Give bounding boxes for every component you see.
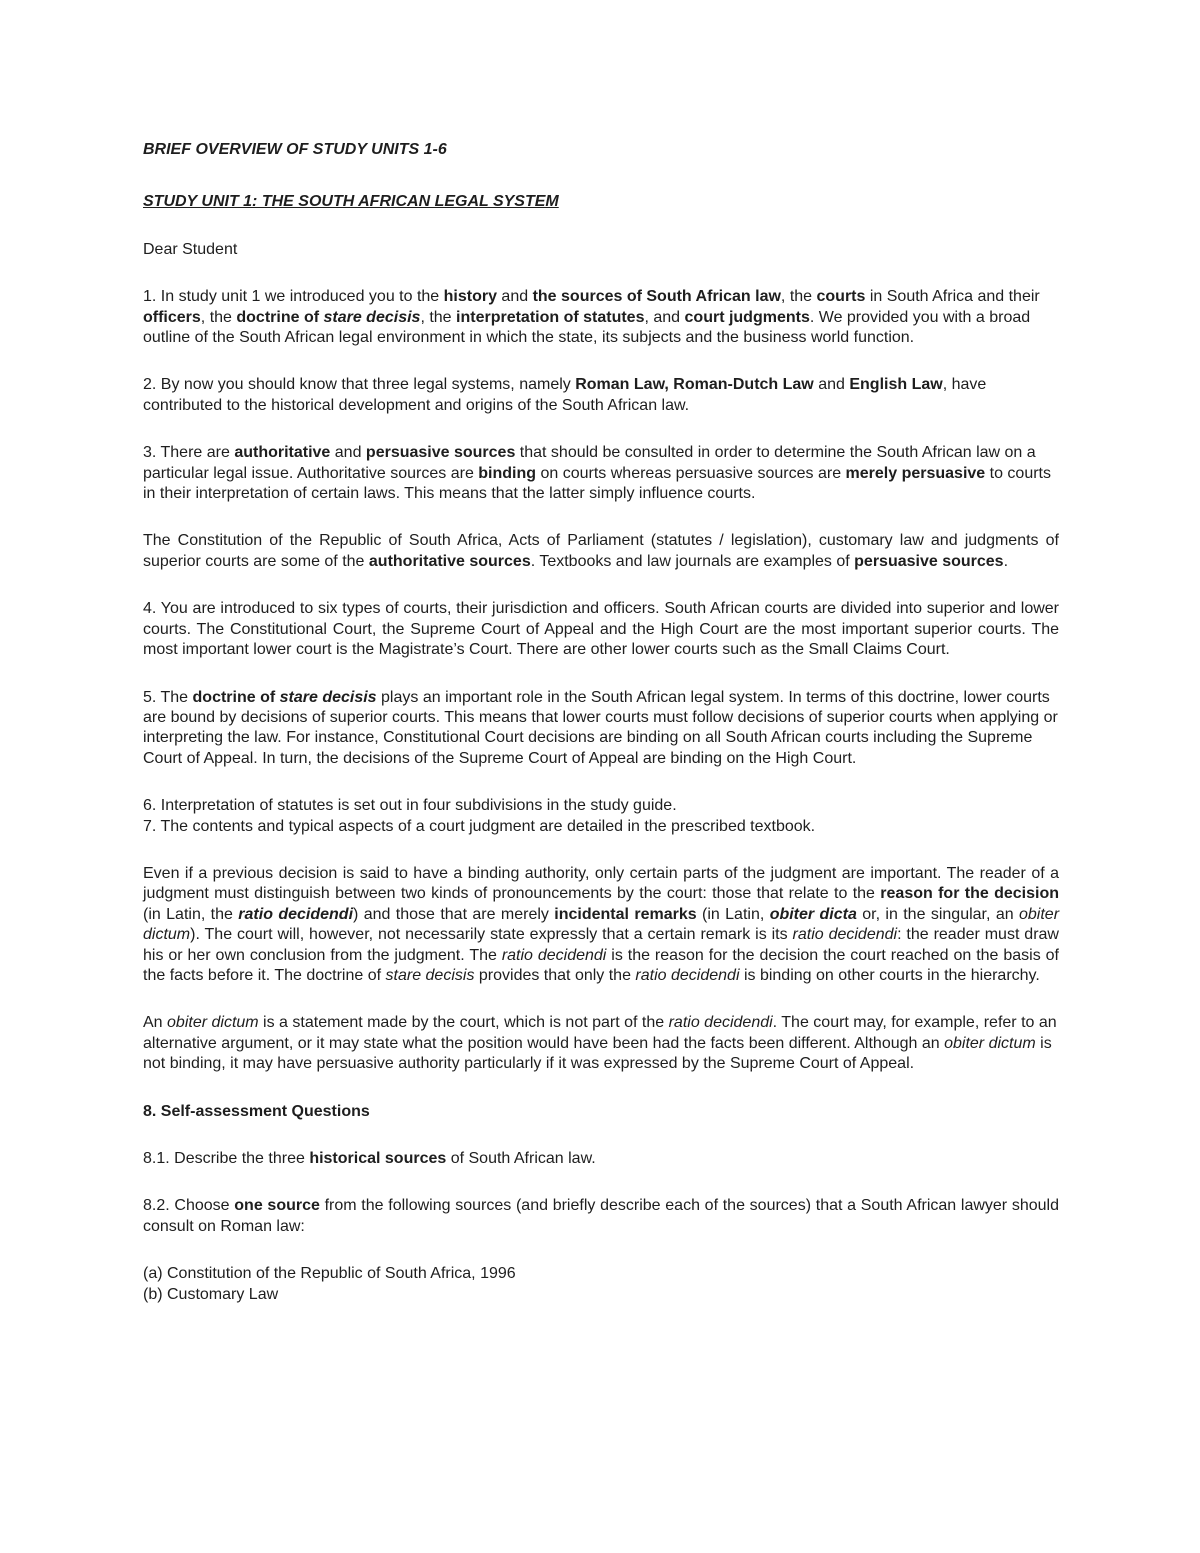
self-assessment-heading: 8. Self-assessment Questions: [143, 1102, 370, 1120]
paragraph-4: 4. You are introduced to six types of courts, their jurisdiction and officers. South African courts are divided into superior and lower courts. The Constitutional Court, the Supreme Court of Appeal and the High Court are the most important superior courts. The most important lower court is the Magistrate’s Court. There are other lower courts such as the Small Claims Court.: [143, 600, 1059, 659]
paragraph-3: 3. There are authoritative and persuasive sources that should be consulted in order to determine the South African law on a particular legal issue. Authoritative sources are binding on courts whereas persuasive sources are merely persuasive to courts in their interpretation of certain laws. This means that the latter simply influence courts.: [143, 444, 1051, 503]
salutation: Dear Student: [143, 240, 238, 258]
paragraph-2: 2. By now you should know that three legal systems, namely Roman Law, Roman-Dutch Law and English Law, have contributed to the historical development and origins of the South African law.: [143, 376, 987, 414]
paragraph-3-continued: The Constitution of the Republic of South Africa, Acts of Parliament (statutes / legislation), customary law and judgments of superior courts are some of the authoritative sources. Textbooks and law journals are examples of persuasive sources.: [143, 532, 1059, 570]
document-body: [143, 140, 1059, 1305]
question-8-1: 8.1. Describe the three historical sources of South African law.: [143, 1150, 596, 1167]
study-unit-title: STUDY UNIT 1: THE SOUTH AFRICAN LEGAL SYSTEM: [143, 193, 559, 211]
paragraph-6: 6. Interpretation of statutes is set out in four subdivisions in the study guide.: [143, 797, 677, 815]
document-title: BRIEF OVERVIEW OF STUDY UNITS 1-6: [143, 141, 447, 158]
paragraph-7: 7. The contents and typical aspects of a court judgment are detailed in the prescribed textbook.: [143, 817, 816, 835]
paragraph-5: 5. The doctrine of stare decisis plays an important role in the South African legal system. In terms of this doctrine, lower courts are bound by decisions of superior courts. This means that lower courts must follow decisions of superior courts when applying or interpreting the law. For instance, Constitutional Court decisions are binding on all South African courts including the Supreme Court of Appeal. In turn, the decisions of the Supreme Court of Appeal are binding on the High Court.: [143, 688, 1058, 767]
paragraph-1: 1. In study unit 1 we introduced you to the history and the sources of South African law, the courts in South Africa and their officers, the doctrine of stare decisis, the interpretation of statutes, and court judgments. We provided you with a broad outline of the South African legal environment in which the state, its subjects and the business world function.: [143, 288, 1040, 347]
option-a: (a) Constitution of the Republic of South Africa, 1996: [143, 1265, 516, 1283]
option-b: (b) Customary Law: [143, 1285, 279, 1303]
paragraph-obiter-dictum: An obiter dictum is a statement made by the court, which is not part of the ratio decidendi. The court may, for example, refer to an alternative argument, or it may state what the position would have been had the facts been different. Although an obiter dictum is not binding, it may have persuasive authority particularly if it was expressed by the Supreme Court of Appeal.: [143, 1014, 1057, 1073]
question-8-2: 8.2. Choose one source from the following sources (and briefly describe each of the sources) that a South African lawyer should consult on Roman law:: [143, 1197, 1059, 1235]
paragraph-7-continued: Even if a previous decision is said to have a binding authority, only certain parts of the judgment are important. The reader of a judgment must distinguish between two kinds of pronouncements by the court: those that relate to the reason for the decision (in Latin, the ratio decidendi) and those that are merely incidental remarks (in Latin, obiter dicta or, in the singular, an obiter dictum). The court will, however, not necessarily state expressly that a certain remark is its ratio decidendi: the reader must draw his or her own conclusion from the judgment. The ratio decidendi is the reason for the decision the court reached on the basis of the facts before it. The doctrine of stare decisis provides that only the ratio decidendi is binding on other courts in the hierarchy.: [143, 864, 1060, 984]
